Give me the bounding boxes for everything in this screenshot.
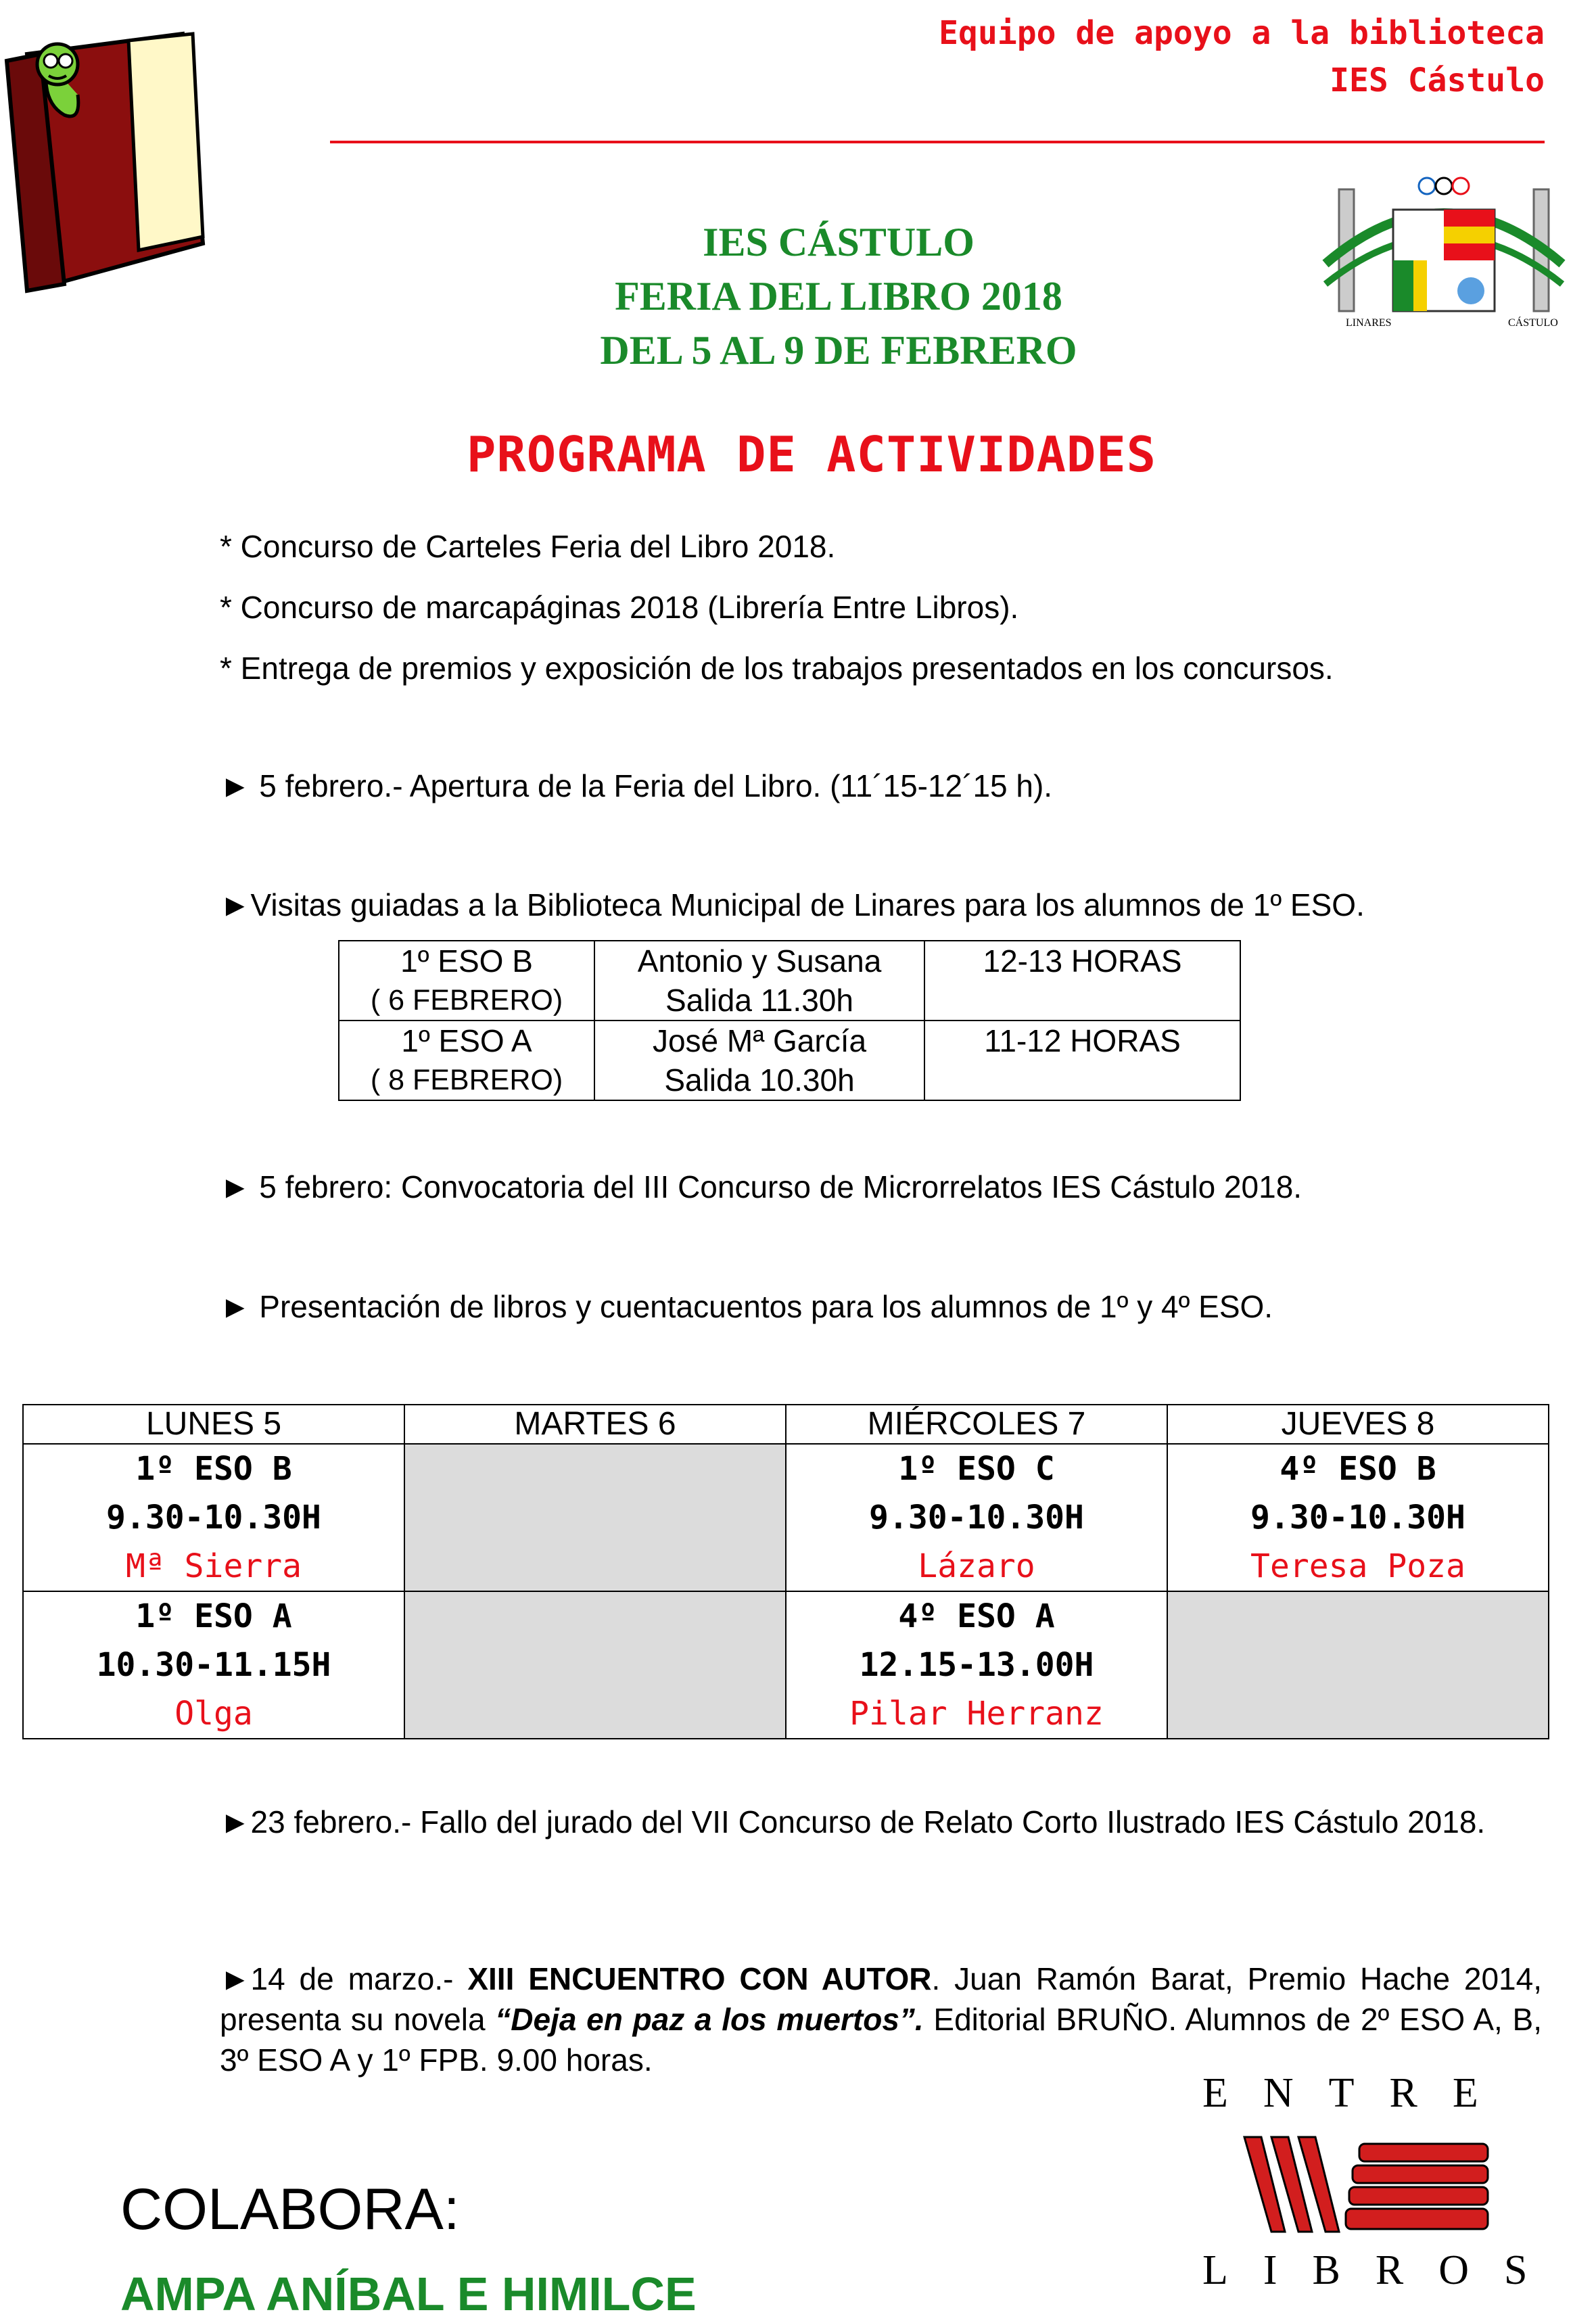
visit-time: 11-12 HORAS bbox=[924, 1021, 1240, 1100]
visit-group: 1º ESO B bbox=[400, 943, 533, 979]
table-row bbox=[23, 1444, 1549, 1591]
event-encuentro bbox=[220, 1959, 1542, 2080]
session-group: 4º ESO B bbox=[1280, 1450, 1436, 1488]
schedule-cell-empty bbox=[404, 1591, 786, 1739]
visit-guide: José Mª García bbox=[652, 1023, 867, 1058]
event-microrrelatos: ► 5 febrero: Convocatoria del III Concurso de Microrrelatos IES Cástulo 2018. bbox=[220, 1169, 1302, 1204]
visit-group-cell bbox=[339, 1021, 594, 1100]
table-row bbox=[339, 1021, 1240, 1100]
header-line1: Equipo de apoyo a la biblioteca bbox=[939, 14, 1545, 52]
encuentro-book: “Deja en paz a los muertos”. bbox=[495, 2002, 924, 2037]
schedule-cell-empty bbox=[1167, 1591, 1549, 1739]
visit-guide-cell bbox=[594, 1021, 924, 1100]
session-group: 1º ESO A bbox=[135, 1597, 292, 1635]
schedule-cell bbox=[1167, 1444, 1549, 1591]
bullet-marcapaginas: * Concurso de marcapáginas 2018 (Librería Entre Libros). bbox=[220, 590, 1019, 625]
schedule-table bbox=[22, 1404, 1549, 1739]
session-presenter: Teresa Poza bbox=[1250, 1547, 1465, 1585]
table-row bbox=[23, 1591, 1549, 1739]
schedule-cell bbox=[786, 1591, 1167, 1739]
header-line2: IES Cástulo bbox=[1330, 62, 1545, 99]
session-presenter: Olga bbox=[174, 1695, 253, 1733]
bullet-carteles: * Concurso de Carteles Feria del Libro 2018. bbox=[220, 529, 836, 564]
day-header: LUNES 5 bbox=[23, 1405, 404, 1444]
session-time: 9.30-10.30H bbox=[106, 1499, 321, 1537]
logo-top-text: ENTRE bbox=[1202, 2070, 1513, 2116]
table-row bbox=[339, 941, 1240, 1021]
visit-group: 1º ESO A bbox=[401, 1023, 532, 1058]
event-opening: ► 5 febrero.- Apertura de la Feria del Libro. (11´15-12´15 h). bbox=[220, 768, 1053, 803]
logo-bottom-text: LIBROS bbox=[1202, 2247, 1563, 2293]
session-presenter: Lázaro bbox=[918, 1547, 1035, 1585]
visit-guide: Antonio y Susana bbox=[637, 943, 882, 979]
table-row bbox=[23, 1405, 1549, 1444]
encuentro-end: Editorial BRUÑO. Alumnos de 2º ESO A, B, 3º ESO A y 1º FPB. 9.00 horas. bbox=[220, 2002, 1542, 2078]
visit-date: ( 6 FEBRERO) bbox=[370, 984, 563, 1016]
session-group: 4º ESO A bbox=[898, 1597, 1055, 1635]
title-line1: IES CÁSTULO bbox=[703, 220, 975, 264]
header-divider bbox=[330, 141, 1545, 143]
session-group: 1º ESO B bbox=[135, 1450, 292, 1488]
visit-group-cell bbox=[339, 941, 594, 1021]
ies-castulo-crest bbox=[1319, 169, 1569, 338]
title-line2: FERIA DEL LIBRO 2018 bbox=[615, 274, 1062, 319]
bullet-premios: * Entrega de premios y exposición de los trabajos presentados en los concursos. bbox=[220, 651, 1334, 686]
visit-time: 12-13 HORAS bbox=[924, 941, 1240, 1021]
day-header: MARTES 6 bbox=[404, 1405, 786, 1444]
book-worm-logo bbox=[0, 14, 210, 304]
schedule-cell bbox=[786, 1444, 1167, 1591]
event-presentation: ► Presentación de libros y cuentacuentos para los alumnos de 1º y 4º ESO. bbox=[220, 1289, 1273, 1324]
ampa-name: AMPA ANÍBAL E HIMILCE bbox=[120, 2268, 697, 2320]
day-header: JUEVES 8 bbox=[1167, 1405, 1549, 1444]
fair-title bbox=[338, 215, 1339, 377]
session-time: 9.30-10.30H bbox=[1250, 1499, 1465, 1537]
visit-departure: Salida 10.30h bbox=[664, 1062, 855, 1098]
visit-guide-cell bbox=[594, 941, 924, 1021]
program-title: PROGRAMA DE ACTIVIDADES bbox=[467, 426, 1156, 483]
svg-text:LINARES: LINARES bbox=[1346, 317, 1392, 329]
session-time: 12.15-13.00H bbox=[859, 1646, 1094, 1684]
schedule-cell-empty bbox=[404, 1444, 786, 1591]
title-line3: DEL 5 AL 9 DE FEBRERO bbox=[600, 328, 1077, 373]
books-stack-icon bbox=[1231, 2130, 1501, 2238]
entre-libros-logo bbox=[1190, 2069, 1563, 2293]
svg-text:CÁSTULO: CÁSTULO bbox=[1508, 317, 1558, 329]
visits-table bbox=[338, 940, 1241, 1101]
day-header: MIÉRCOLES 7 bbox=[786, 1405, 1167, 1444]
encuentro-prefix: ►14 de marzo.- bbox=[220, 1961, 468, 1996]
session-presenter: Pilar Herranz bbox=[849, 1695, 1104, 1733]
session-time: 10.30-11.15H bbox=[96, 1646, 331, 1684]
visit-departure: Salida 11.30h bbox=[665, 983, 853, 1018]
encuentro-title: XIII ENCUENTRO CON AUTOR bbox=[467, 1961, 932, 1996]
encuentro-text: . Juan Ramón Barat, Premio Hache 2014, presenta su novela bbox=[220, 1961, 1542, 2037]
session-group: 1º ESO C bbox=[898, 1450, 1055, 1488]
header-team bbox=[939, 9, 1545, 104]
schedule-cell bbox=[23, 1444, 404, 1591]
colabora-label: COLABORA: bbox=[120, 2177, 460, 2242]
event-relato: ►23 febrero.- Fallo del jurado del VII Concurso de Relato Corto Ilustrado IES Cástulo 2018. bbox=[220, 1804, 1486, 1839]
schedule-cell bbox=[23, 1591, 404, 1739]
session-presenter: Mª Sierra bbox=[125, 1547, 302, 1585]
event-visits: ►Visitas guiadas a la Biblioteca Municipal de Linares para los alumnos de 1º ESO. bbox=[220, 887, 1365, 922]
visit-date: ( 8 FEBRERO) bbox=[370, 1064, 563, 1096]
session-time: 9.30-10.30H bbox=[869, 1499, 1084, 1537]
